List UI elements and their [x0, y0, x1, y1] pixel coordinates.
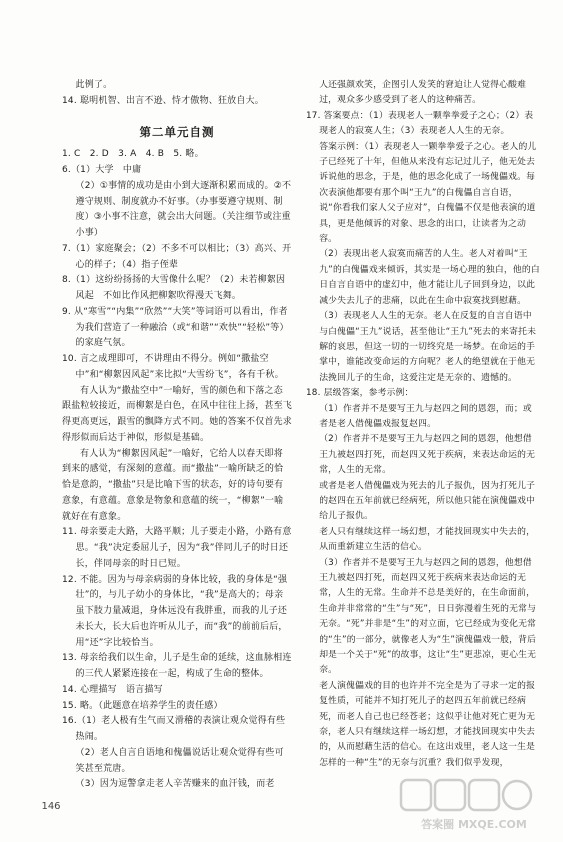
answer-paragraph: 11. 母亲要走大路，大路平顺；儿子要走小路，小路有意思。“我”决定委屈儿子，因为“我”伴同儿子的时日还长，伴同母亲的时日已短。 — [62, 527, 292, 569]
answer-paragraph: 有人认为“柳絮因风起”一喻好，它给人以春天即将到来的感觉，有深刻的意蕴。而“撒盐”一喻所缺乏的恰恰是意韵，“撒盐”只是比喻下雪的状态，好的诗句要有意象，有意蕴。意象是物象和意蕴的统一，“柳絮”一喻就好在有意象。 — [62, 448, 284, 522]
answer-paragraph: 18. 层级答案，参考示例： — [306, 388, 414, 399]
answer-paragraph: （2）老人自言自语地和傀儡说话让观众觉得有些可笑甚至荒唐。 — [75, 747, 284, 774]
answer-paragraph: 9. 从“寒雪”“内集”“欣然”“大笑”等词语可以看出，作者为我们营造了一种融洽（或“和谐”“欢快”“轻松”等）的家庭气氛。 — [62, 306, 289, 349]
answer-paragraph: 老人只有继续这样一场幻想，才能找回现实中失去的，从而重新建立生活的信心。 — [319, 526, 536, 553]
answer-paragraph: 15. 略。（此题意在培养学生的责任感） — [62, 700, 223, 711]
answer-paragraph: 人还强颜欢笑，企图引人发笑的窘迫让人觉得心酸难过，观众多少感受到了老人的这种痛苦。 — [319, 80, 527, 106]
answer-paragraph: 14. 心理描写 语言描写 — [62, 684, 163, 695]
answer-paragraph: 此例了。 — [75, 80, 113, 90]
answer-paragraph: （2）①事情的成功是由小到大逐渐积累而成的。②不遵守规则、制度就办不好事。（办事要遵守规则、制度）③小事不注意，就会出大问题。（关注细节或注重小事） — [75, 180, 292, 238]
page-number: 146 — [36, 792, 66, 822]
right-column — [306, 78, 540, 771]
answer-paragraph: 8.（1）这纷纷扬扬的大雪像什么呢？（2）未若柳絮因风起 不如比作风把柳絮吹得漫天飞舞。 — [62, 275, 286, 301]
answer-paragraph: （2）作者并不是要写王九与赵四之间的恩怨，他想借王九被赵四打死，而赵四又死于疾病，来表达命运的无常，人生的无常。 — [319, 434, 536, 476]
answer-paragraph: 有人认为“撒盐空中”一喻好，雪的颜色和下落之态跟盐粒较接近，而柳絮是白色，在风中往往上扬，甚至飞得更高更远，跟雪的飘降方式不同。她的答案不仅首先求得形似而后达于神似，形似是基础。 — [62, 385, 293, 443]
answer-paragraph: 17. 答案要点：（1）表现老人一颗拳拳爱子之心；（2）表现老人的寂寞人生；（3）表现老人人生的无奈。 — [306, 110, 534, 137]
left-column — [62, 78, 292, 793]
answer-paragraph: 6.（1）大学 中庸 — [62, 165, 142, 175]
answer-paragraph: 10. 言之成理即可，不讲理由不得分。例如“撒盐空中”和“柳絮因风起”来比拟“大雪纷飞”，各有千秋。 — [62, 354, 284, 380]
answer-paragraph: 或者是老人借傀儡戏为死去的儿子报仇，因为打死儿子的赵四在五年前就已经病死，所以他只能在演傀儡戏中给儿子报仇。 — [319, 480, 536, 522]
answer-paragraph: 14. 聪明机智、出言不逊、恃才傲物、狂放自大。 — [62, 95, 264, 106]
answer-paragraph: 1. C 2. D 3. A 4. B 5. 略。 — [62, 149, 204, 160]
answer-paragraph: 13. 母亲给我们以生命，儿子是生命的延续，这血脉相连的三代人紧紧连接在一起，构成了生命的整体。 — [62, 653, 292, 679]
answer-paragraph: 老人演傀儡戏的目的也许并不完全是为了寻求一定的报复性质，可能并不知打死儿子的赵四五年前就已经病死，而老人自己也已经苍老；这似乎让他对死亡更为无奈，老人只有继续这样一场幻想，才能找回现实中失去的，从而慰藉生活的信心。在这出戏里，老人这一生是怎样的一种“生”的无奈与沉重？我们似乎发现， — [319, 680, 536, 768]
watermark-text: 答案圈 MXQE.COM — [421, 818, 527, 831]
answer-paragraph: 答案示例：（1）表现老人一颗拳拳爱子之心。老人的儿子已经死了十年，但他从来没有忘记过儿子，他无处去诉说他的思念，于是，他的思念化成了一场傀儡戏。每次表演他都要有那个叫“王九”的白傀儡自言自语，说“你看我们家人父子应对”，白傀儡不仅是他表演的道具，更是他倾诉的对象、思念的出口，让读者为之动容。 — [319, 141, 537, 245]
answer-paragraph: 16.（1）老人极有生气而又滑稽的表演让观众觉得有些热闹。 — [62, 716, 286, 742]
section-title: 第二单元自测 — [139, 124, 215, 139]
answer-paragraph: 12. 不能。因为与母亲病弱的身体比较，我的身体是“强壮”的，与儿子幼小的身体比，“我”是高大的；母亲虽下肢力量减退，身体远没有我胖重，而我的儿子还未长大，长大后也许听从儿子，而“我”的前前后后，用“还”字比较恰当。 — [62, 574, 288, 648]
answer-paragraph: （3）作者并不是要写王九与赵四之间的恩怨，他想借王九被赵四打死，而赵四又死于疾病来表达命运的无常，人生的无常。生命并不总是美好的，在生命面前，生命并非常常的“生”与“死”，日日弥漫着生死的无常与无奈。“死”并非是“生”的对立面，它已经成为变化无常的“生”的一部分，就像老人为“生”演傀儡戏一般，背后却是一个关于“死”的故事，这让“生”更悲凉，更心生无奈。 — [319, 557, 537, 676]
answer-paragraph: （3）表现老人人生的无奈。老人在反复的自言自语中与白傀儡“王九”说话，甚至他让“王九”死去的来寄托未解的哀思，但这一切的一切终究是一场梦。在命运的手掌中，谁能改变命运的方向呢？老人的绝望就在于他无法挽回儿子的生命，这爱注定是无奈的、遗憾的。 — [319, 311, 537, 383]
watermark-logo — [399, 778, 549, 836]
answer-paragraph: （3）因为逗警拿走老人辛苦赚来的血汗钱，而老 — [75, 779, 275, 790]
answer-paragraph: 7.（1）家庭聚会；（2）不多不可以相比；（3）高兴、开心的样子；（4）指子侄辈 — [62, 243, 292, 270]
answer-paragraph: （1）作者并不是要写王九与赵四之间的恩怨，而；或者是老人借傀儡戏报复赵四。 — [319, 403, 532, 429]
answer-paragraph: （2）表现出老人寂寞而痛苦的人生。老人对着叫“王九”的白傀儡戏来倾诉，其实是一场心理的独白，他的白日自言自语中的虚幻中，他才能让儿子回到身边，以此减少失去儿子的悲痛，以此在生命中寂寞找到慰藉。 — [319, 249, 540, 306]
